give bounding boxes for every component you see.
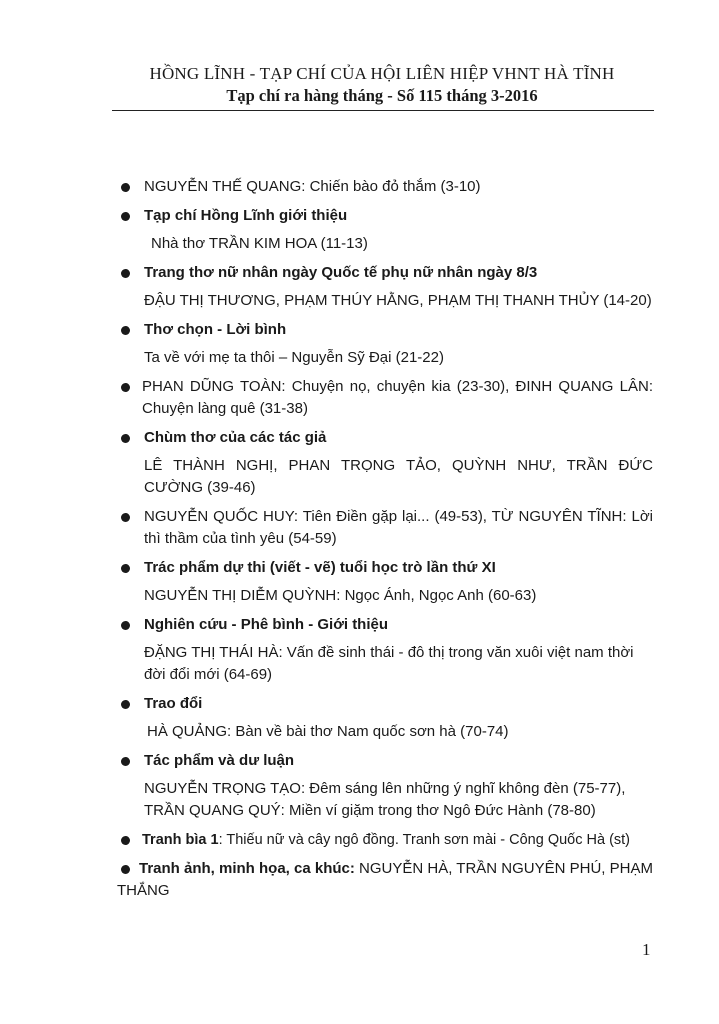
- toc-item: [120, 319, 653, 369]
- page-number: 1: [642, 940, 651, 959]
- toc-entry: ĐẬU THỊ THƯƠNG, PHẠM THÚY HẰNG, PHẠM THỊ THANH THỦY (14-20): [144, 292, 652, 309]
- toc-section-heading: Thơ chọn - Lời bình: [144, 321, 287, 338]
- toc-entry: TRẦN QUANG QUÝ: Miền ví giặm trong thơ Ngô Đức Hành (78-80): [144, 802, 596, 819]
- toc-entry: LÊ THÀNH NGHỊ, PHAN TRỌNG TẢO, QUỲNH NHƯ, TRẦN ĐỨC CƯỜNG (39-46): [144, 457, 653, 496]
- toc-entry: ĐẶNG THỊ THÁI HÀ: Vấn đề sinh thái - đô thị trong văn xuôi việt nam thời đời đổi mới (64-69): [144, 644, 634, 683]
- bullet-icon: [121, 564, 130, 573]
- bullet-icon: [121, 865, 130, 874]
- toc-item: [120, 427, 653, 499]
- bullet-icon: [121, 513, 130, 522]
- toc-item: [120, 262, 653, 312]
- toc-item: [120, 376, 653, 420]
- bullet-icon: [121, 183, 130, 192]
- toc-item: [120, 205, 653, 255]
- toc-entry: PHAN DŨNG TOÀN: Chuyện nọ, chuyện kia (23-30), ĐINH QUANG LÂN: Chuyện làng quê (31-38): [142, 378, 653, 417]
- toc-section-heading: Nghiên cứu - Phê bình - Giới thiệu: [144, 616, 389, 633]
- toc-item: [120, 693, 653, 743]
- toc-item: [120, 614, 653, 686]
- magazine-title: HỒNG LĨNH - TẠP CHÍ CỦA HỘI LIÊN HIỆP VHNT HÀ TĨNH: [149, 64, 615, 83]
- toc-item: [120, 750, 653, 822]
- toc-text: : Thiếu nữ và cây ngô đồng. Tranh sơn mài - Công Quốc Hà (st): [218, 832, 631, 848]
- toc-section-heading: Tạp chí Hồng Lĩnh giới thiệu: [144, 207, 348, 224]
- toc-text: NGUYỄN HÀ, TRẦN NGUYÊN PHÚ, PHẠM THẮNG: [117, 860, 653, 899]
- bullet-icon: [121, 383, 130, 392]
- toc-section-heading: Tác phẩm và dư luận: [144, 752, 295, 769]
- toc-item: [120, 557, 653, 607]
- bullet-icon: [121, 269, 130, 278]
- bullet-icon: [121, 326, 130, 335]
- page-header: [112, 63, 652, 107]
- table-of-contents: [117, 176, 653, 902]
- toc-item: [120, 176, 653, 198]
- bullet-icon: [121, 434, 130, 443]
- toc-entry: NGUYỄN TRỌNG TẠO: Đêm sáng lên những ý nghĩ không đèn (75-77),: [144, 780, 626, 797]
- toc-section-heading: Trác phẩm dự thi (viết - vẽ) tuổi học trò lần thứ XI: [144, 559, 496, 576]
- toc-label: Tranh ảnh, minh họa, ca khúc:: [139, 860, 355, 877]
- toc-author: NGUYỄN THẾ QUANG:: [144, 178, 306, 195]
- bullet-icon: [121, 757, 130, 766]
- toc-item: [120, 506, 653, 550]
- toc-entry: Ta về với mẹ ta thôi – Nguyễn Sỹ Đại (21-22): [144, 349, 444, 366]
- bullet-icon: [121, 836, 130, 845]
- bullet-icon: [121, 212, 130, 221]
- toc-entry: Nhà thơ TRẦN KIM HOA (11-13): [151, 235, 368, 252]
- toc-section-heading: Trao đổi: [144, 695, 203, 712]
- toc-item: [117, 858, 653, 902]
- header-rule: [112, 110, 654, 111]
- toc-entry: NGUYỄN QUỐC HUY: Tiên Điền gặp lại... (49-53), TỪ NGUYÊN TĨNH: Lời thì thầm của tình yêu (54-59): [144, 508, 653, 547]
- toc-item: [120, 829, 653, 851]
- bullet-icon: [121, 700, 130, 709]
- toc-label: Tranh bìa 1: [142, 832, 219, 848]
- toc-section-heading: Trang thơ nữ nhân ngày Quốc tế phụ nữ nhân ngày 8/3: [144, 264, 538, 281]
- bullet-icon: [121, 621, 130, 630]
- issue-line: Tạp chí ra hàng tháng - Số 115 tháng 3-2016: [226, 86, 538, 105]
- toc-entry: HÀ QUẢNG: Bàn về bài thơ Nam quốc sơn hà (70-74): [147, 723, 509, 740]
- toc-section-heading: Chùm thơ của các tác giả: [144, 429, 327, 446]
- toc-title: Chiến bào đỏ thắm (3-10): [305, 178, 481, 195]
- toc-entry: NGUYỄN THỊ DIỄM QUỲNH: Ngọc Ánh, Ngọc Anh (60-63): [144, 587, 537, 604]
